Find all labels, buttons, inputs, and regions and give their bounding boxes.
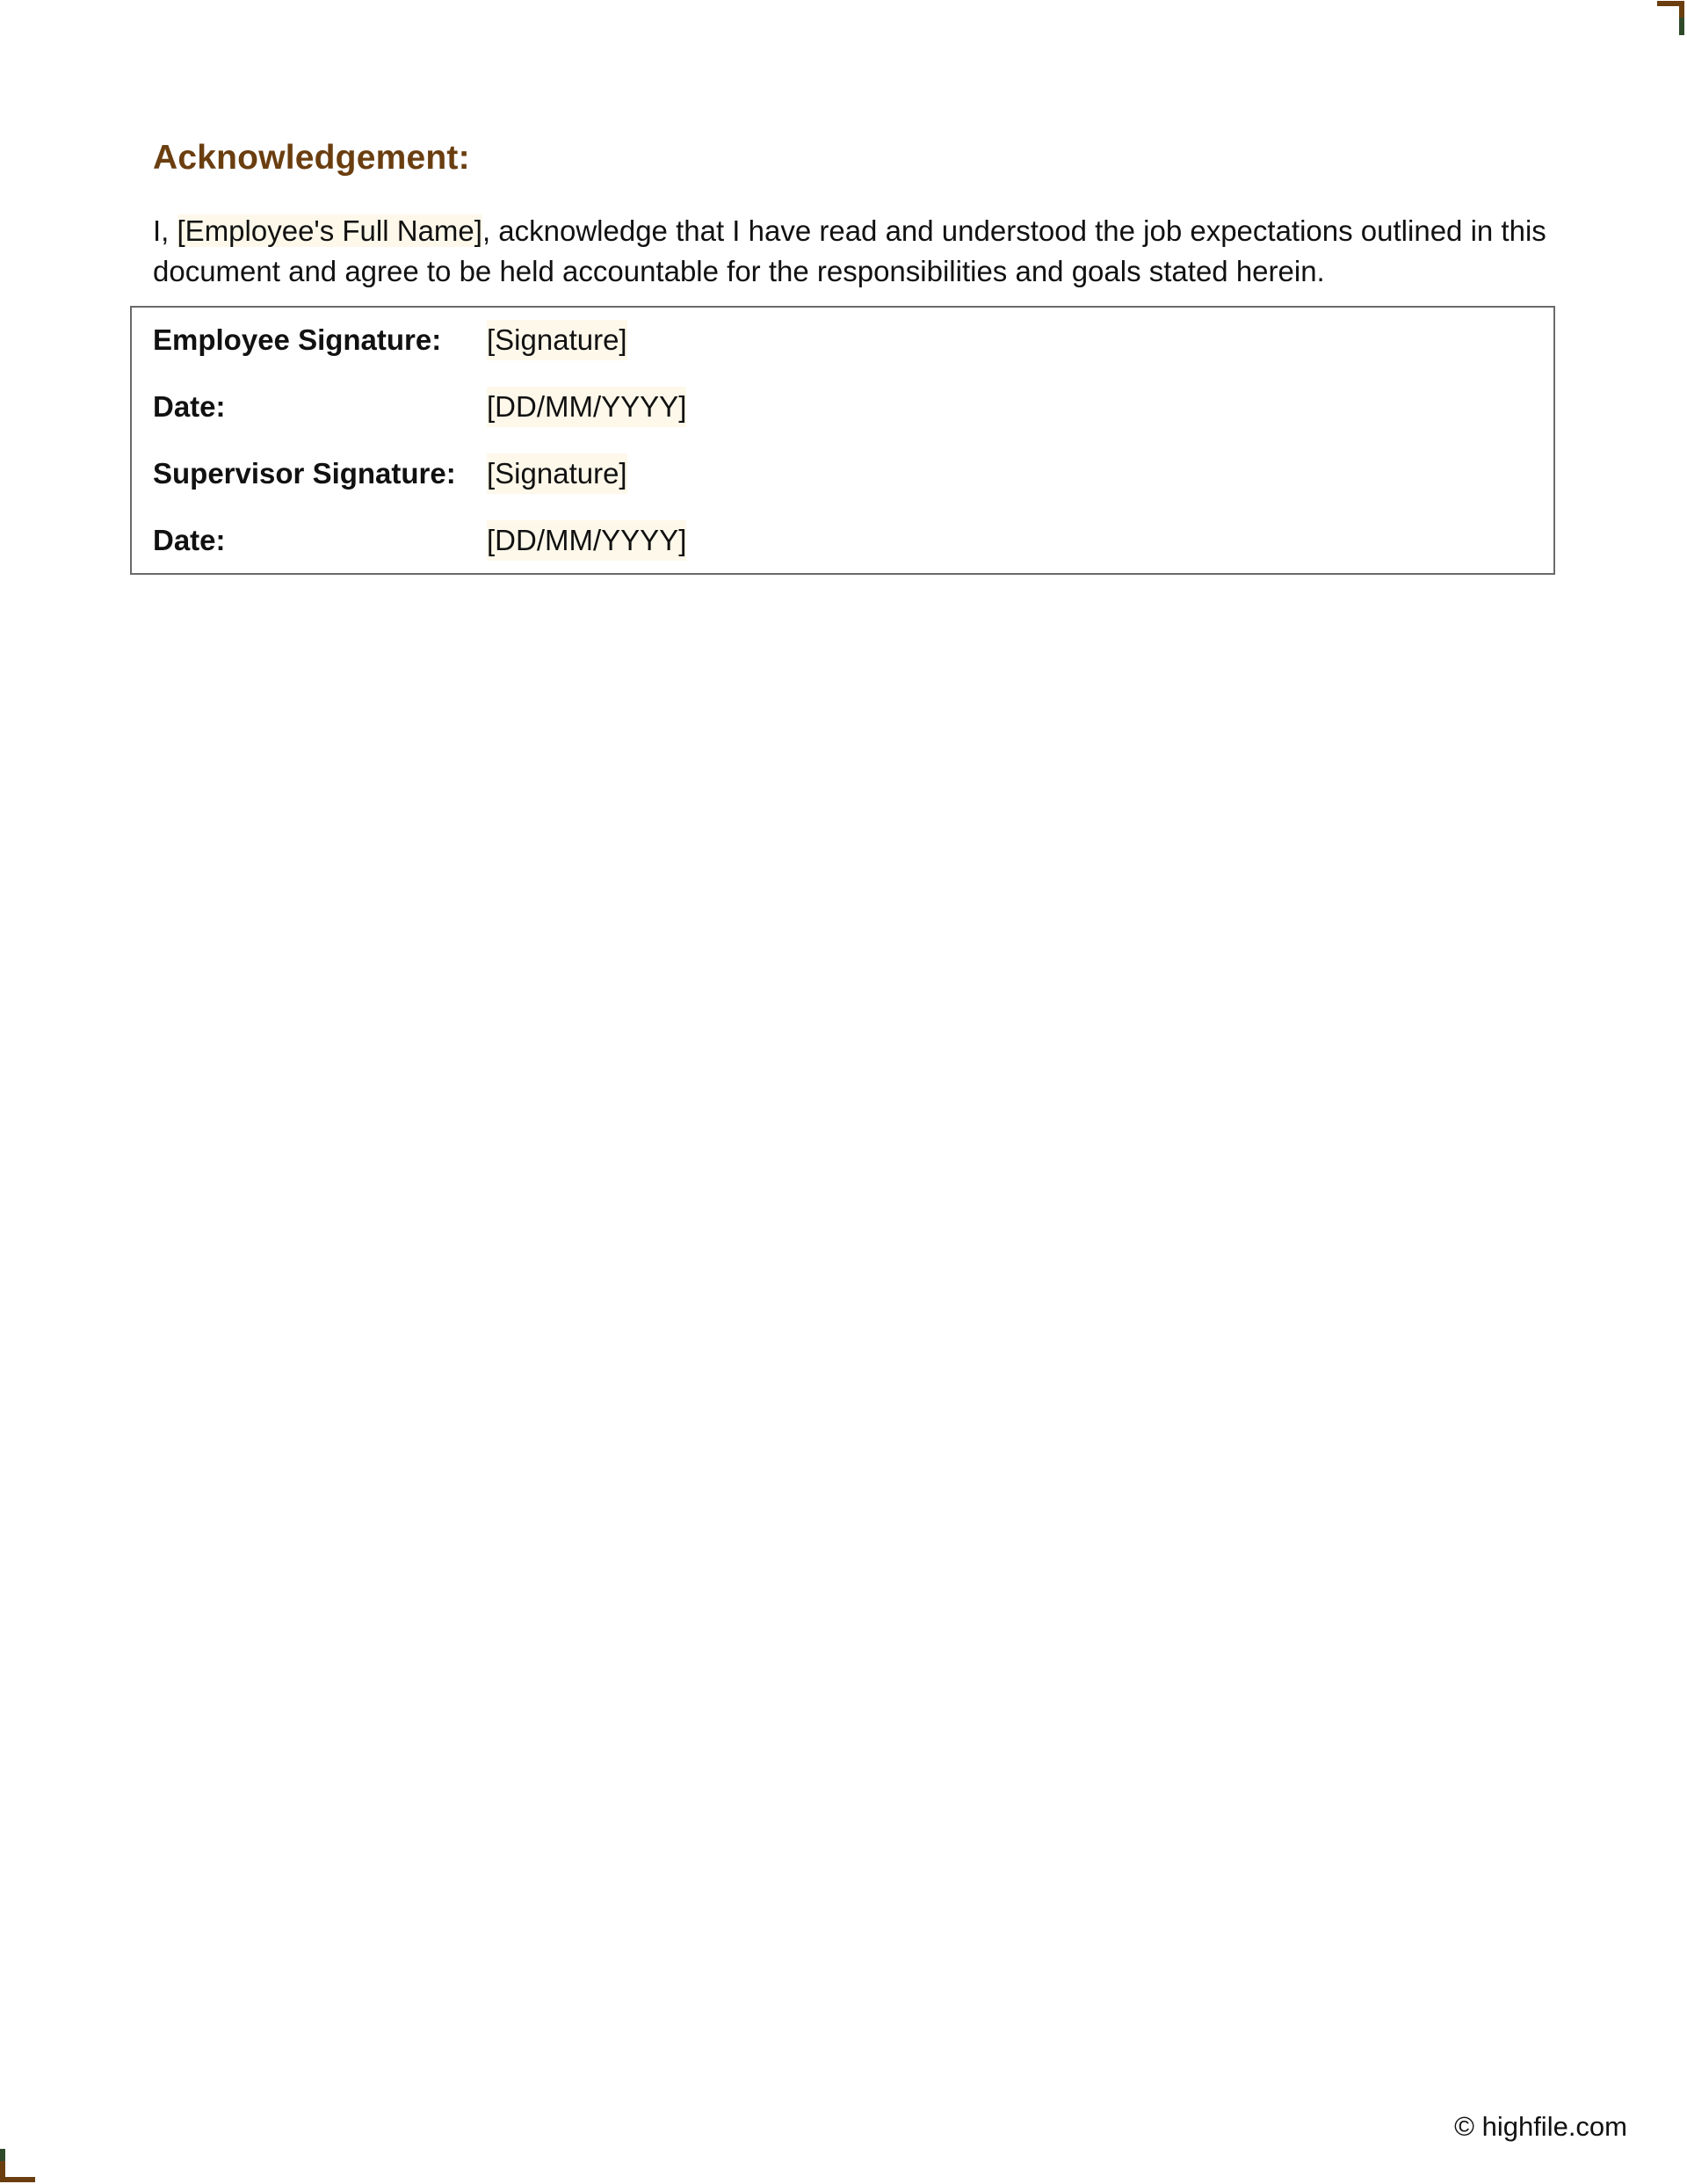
signature-row-supervisor bbox=[153, 453, 627, 494]
employee-signature-label: Employee Signature: bbox=[153, 323, 442, 356]
supervisor-date-field[interactable]: [DD/MM/YYYY] bbox=[487, 520, 686, 561]
signature-row-employee bbox=[153, 320, 627, 360]
supervisor-signature-field[interactable]: [Signature] bbox=[487, 453, 627, 494]
acknowledgement-heading: Acknowledgement: bbox=[153, 139, 470, 177]
employee-date-label: Date: bbox=[153, 390, 226, 423]
employee-signature-field[interactable]: [Signature] bbox=[487, 320, 627, 360]
footer-copyright: © highfile.com bbox=[1454, 2111, 1627, 2142]
supervisor-signature-label: Supervisor Signature: bbox=[153, 457, 456, 490]
statement-suffix: , acknowledge that I have read and understood the job expectations outlined in this document and agree to be held accountable for the responsibilities and goals stated herein. bbox=[153, 214, 1546, 287]
corner-bracket-top-right bbox=[1655, 0, 1687, 35]
employee-date-field[interactable]: [DD/MM/YYYY] bbox=[487, 387, 686, 427]
signature-table bbox=[130, 306, 1555, 575]
signature-row-supervisor-date bbox=[153, 520, 686, 561]
statement-prefix: I, bbox=[153, 214, 177, 247]
supervisor-date-label: Date: bbox=[153, 524, 226, 556]
corner-bracket-bottom-left bbox=[0, 2149, 35, 2184]
signature-row-employee-date bbox=[153, 387, 686, 427]
employee-name-placeholder[interactable]: [Employee's Full Name] bbox=[177, 214, 482, 247]
acknowledgement-statement bbox=[153, 211, 1559, 292]
